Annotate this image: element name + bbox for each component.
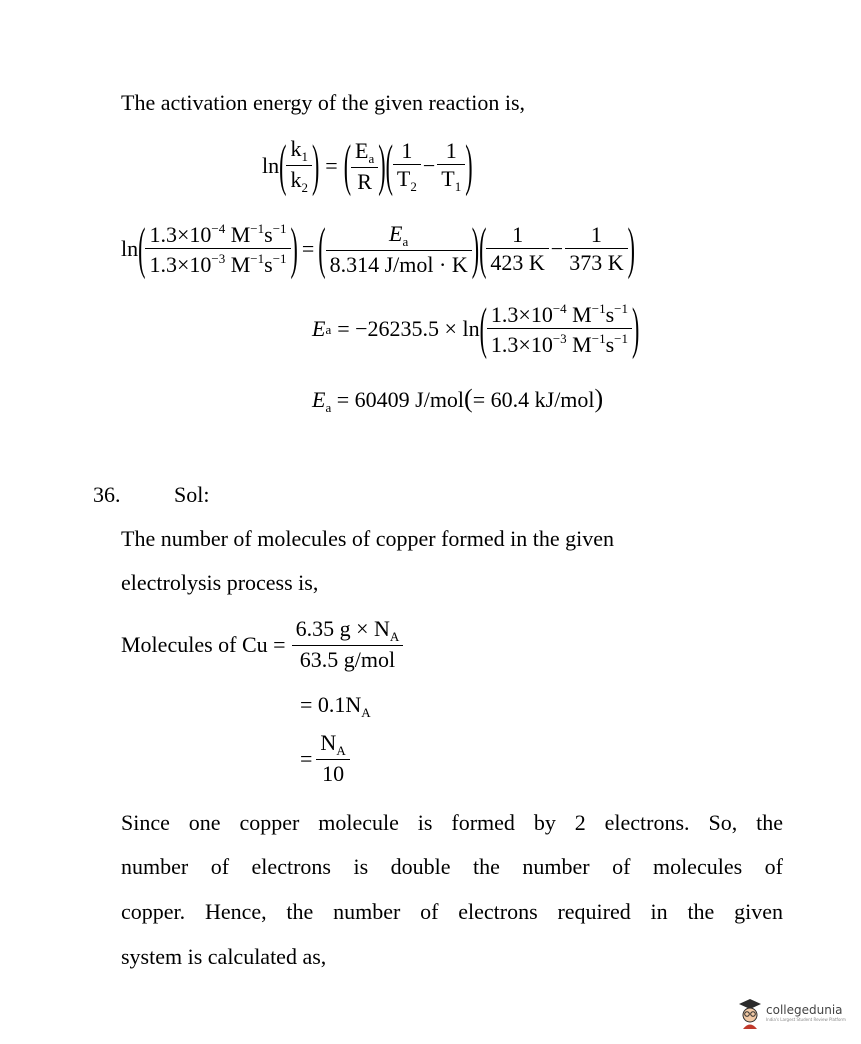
paren-open: ( <box>343 132 352 198</box>
fraction-one-t2: $\frac{1}{T_2}$ <box>393 140 421 193</box>
paren-open: ( <box>479 295 487 361</box>
fraction-one-t1: $\frac{1}{T_1}$ <box>437 140 465 193</box>
equation-ea-ln: E a = −26235.5 × ln ( $\frac{1.3\times 10^{-4} M^{-1}s^{-1}}{1.3\times 10^{-3} M^{-1}s^{-1}}$ ) <box>312 295 640 361</box>
equation-substituted <box>121 215 635 281</box>
paren-open: ( <box>318 215 326 281</box>
paren-open: ( <box>385 132 393 198</box>
graduate-icon <box>737 997 763 1029</box>
paren-close: ) <box>311 132 320 198</box>
fraction-ea-gas-constant: $\frac{E_a}{\text{8.314 J/mol · K}}$ <box>326 223 472 276</box>
equation-arrhenius-ratio <box>262 132 473 198</box>
solution-text-line: The number of molecules of copper formed in the given <box>121 526 615 551</box>
paren-close: ) <box>465 132 473 198</box>
fraction-rate-constants-2: $\frac{1.3\times 10^{-4} M^{-1}s^{-1}}{1.3\times 10^{-3} M^{-1}s^{-1}}$ <box>487 302 632 356</box>
ln-symbol: ln <box>121 236 139 261</box>
solution-label: Sol: <box>174 482 210 507</box>
logo-tagline: India's Largest Student Review Platform <box>766 1017 846 1022</box>
paren-close: ) <box>627 215 635 281</box>
fraction-one-373: $\frac{1}{373 K}$ <box>565 224 627 274</box>
ea-rhs: = −26235.5 × ln <box>337 316 480 341</box>
fraction-na-over-10: $\frac{N_A}{10}$ <box>316 732 349 785</box>
equation-step: = $0.1N_A$ <box>300 692 371 720</box>
equation-ea-result: $E_a = 60409$ J/mol(= 60.4 kJ/mol) <box>312 384 604 415</box>
collegedunia-logo <box>737 997 846 1029</box>
fraction-mass-over-molar: $\frac{6.35 g \times N_A}{\text{63.5 g/mol}}$ <box>292 618 404 671</box>
fraction-k1-k2: $\frac{k_1}{k_2}$ <box>286 138 312 194</box>
paren-close: ) <box>290 215 298 281</box>
fraction-one-423: $\frac{1}{423 K}$ <box>486 224 548 274</box>
equation-molecules-cu: Molecules of Cu = $\frac{6.35 g \times N_A}{\text{63.5 g/mol}}$ <box>121 618 403 671</box>
paragraph-line: system is calculated as, <box>121 944 327 969</box>
paren-close: ) <box>378 132 386 198</box>
paragraph-line: number of electrons is double the number of molecules of <box>121 854 783 879</box>
ln-symbol: ln <box>262 153 280 178</box>
ea-symbol: E <box>312 316 326 341</box>
paren-open: ( <box>279 132 287 198</box>
paren-open: ( <box>138 215 146 281</box>
logo-brand: collegedunia <box>766 1003 843 1017</box>
equals-sign: = <box>325 153 338 178</box>
equals-sign: = <box>301 236 315 261</box>
fraction-rate-constants: $\frac{1.3\times 10^{-4} M^{-1}s^{-1}}{1.3\times 10^{-3} M^{-1}s^{-1}}$ <box>145 222 290 276</box>
paren-close: ) <box>471 215 480 281</box>
question-number: 36. <box>93 482 121 507</box>
activation-intro: The activation energy of the given reaction is, <box>121 90 526 115</box>
minus-sign: − <box>550 236 564 261</box>
equation-step: = $\frac{N_A}{10}$ <box>300 732 350 785</box>
solution-text-line: electrolysis process is, <box>121 570 319 595</box>
paren-open: ( <box>479 215 487 281</box>
minus-sign: − <box>422 153 436 178</box>
paragraph-line: copper. Hence, the number of electrons required in the given <box>121 899 783 924</box>
paragraph-line: Since one copper molecule is formed by 2 electrons. So, the <box>121 810 783 835</box>
fraction-ea-r: $\frac{E_a}{R}$ <box>351 140 378 193</box>
paren-close: ) <box>631 295 640 361</box>
